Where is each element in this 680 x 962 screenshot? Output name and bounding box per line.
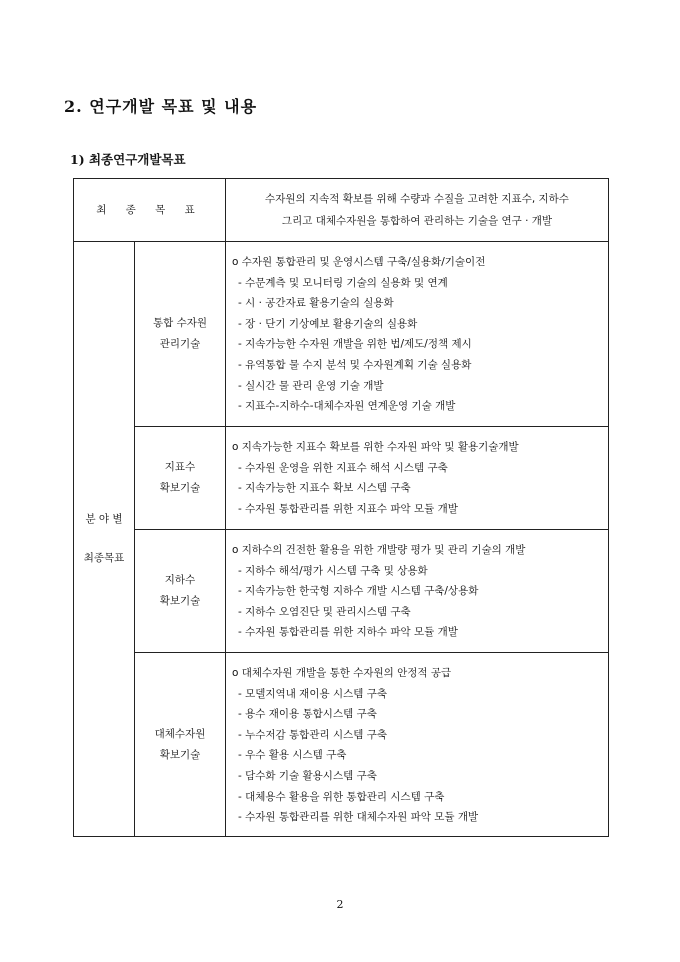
field-items-cell bbox=[226, 427, 609, 530]
field-sub-item: - 지속가능한 지표수 확보 시스템 구축 bbox=[238, 482, 411, 495]
field-name-cell bbox=[135, 530, 226, 653]
field-sub-item: - 모델지역내 재이용 시스템 구축 bbox=[238, 687, 387, 700]
field-row-surface-water bbox=[74, 427, 609, 530]
section-title: 2. 연구개발 목표 및 내용 bbox=[64, 97, 258, 116]
field-sub-item: - 유역통합 물 수지 분석 및 수자원계획 기술 실용화 bbox=[238, 358, 472, 371]
field-sub-item: - 지표수-지하수-대체수자원 연계운영 기술 개발 bbox=[238, 400, 456, 413]
subsection-title: 1) 최종연구개발목표 bbox=[70, 152, 186, 167]
final-goal-text-line2: 그리고 대체수자원을 통합하여 관리하는 기술을 연구 · 개발 bbox=[281, 215, 553, 227]
field-sub-item: - 용수 재이용 통합시스템 구축 bbox=[238, 708, 377, 721]
field-name-line2: 확보기술 bbox=[159, 482, 201, 494]
field-items-cell bbox=[226, 530, 609, 653]
field-sub-item: - 우수 활용 시스템 구축 bbox=[238, 749, 347, 762]
field-items-cell bbox=[226, 653, 609, 837]
final-goal-text-cell bbox=[226, 179, 609, 242]
research-goal-table bbox=[73, 178, 609, 837]
field-name-cell bbox=[135, 427, 226, 530]
field-row-alternative-water bbox=[74, 653, 609, 837]
field-goal-label-cell bbox=[74, 242, 135, 837]
field-items-cell bbox=[226, 242, 609, 427]
field-main-item: o 지속가능한 지표수 확보를 위한 수자원 파악 및 활용기술개발 bbox=[232, 441, 519, 453]
field-sub-item: - 장 · 단기 기상예보 활용기술의 실용화 bbox=[238, 317, 418, 330]
field-name-line2: 관리기술 bbox=[159, 338, 201, 350]
field-name-line1: 통합 수자원 bbox=[152, 317, 208, 329]
field-sub-item: - 수자원 통합관리를 위한 지하수 파악 모듈 개발 bbox=[238, 626, 458, 639]
field-sub-item: - 누수저감 통합관리 시스템 구축 bbox=[238, 728, 387, 741]
field-name-line1: 지표수 bbox=[164, 461, 196, 473]
final-goal-label-cell bbox=[74, 179, 226, 242]
field-name-cell bbox=[135, 242, 226, 427]
field-main-item: o 지하수의 건전한 활용을 위한 개발량 평가 및 관리 기술의 개발 bbox=[232, 544, 526, 556]
field-sub-item: - 지속가능한 수자원 개발을 위한 법/제도/정책 제시 bbox=[238, 338, 472, 351]
field-sub-item: - 수자원 운영을 위한 지표수 해석 시스템 구축 bbox=[238, 461, 448, 474]
field-name-cell bbox=[135, 653, 226, 837]
field-sub-item: - 수자원 통합관리를 위한 지표수 파악 모듈 개발 bbox=[238, 502, 458, 515]
field-sub-item: - 지하수 오염진단 및 관리시스템 구축 bbox=[238, 605, 411, 618]
field-sub-item: - 대체용수 활용을 위한 통합관리 시스템 구축 bbox=[238, 790, 445, 803]
field-goal-label-line2: 최종목표 bbox=[83, 552, 125, 564]
field-sub-item: - 수문계측 및 모니터링 기술의 실용화 및 연계 bbox=[238, 276, 448, 289]
field-main-item: o 수자원 통합관리 및 운영시스템 구축/실용화/기술이전 bbox=[232, 256, 486, 268]
field-name-line2: 확보기술 bbox=[159, 595, 201, 607]
field-goal-label-line1: 분 야 별 bbox=[85, 513, 123, 525]
field-sub-item: - 지하수 해석/평가 시스템 구축 및 상용화 bbox=[238, 564, 428, 577]
field-sub-item: - 담수화 기술 활용시스템 구축 bbox=[238, 769, 377, 782]
field-row-groundwater bbox=[74, 530, 609, 653]
field-sub-item: - 지속가능한 한국형 지하수 개발 시스템 구축/상용화 bbox=[238, 585, 479, 598]
field-row-integrated bbox=[74, 242, 609, 427]
field-name-line1: 지하수 bbox=[164, 574, 196, 586]
final-goal-text-line1: 수자원의 지속적 확보를 위해 수량과 수질을 고려한 지표수, 지하수 bbox=[265, 193, 569, 205]
page-number: 2 bbox=[336, 898, 344, 911]
field-sub-item: - 시 · 공간자료 활용기술의 실용화 bbox=[238, 297, 394, 310]
field-name-line2: 확보기술 bbox=[159, 748, 201, 761]
field-name-line1: 대체수자원 bbox=[154, 727, 206, 740]
field-main-item: o 대체수자원 개발을 통한 수자원의 안정적 공급 bbox=[232, 667, 452, 679]
final-goal-row bbox=[74, 179, 609, 242]
field-sub-item: - 수자원 통합관리를 위한 대체수자원 파악 모듈 개발 bbox=[238, 811, 479, 824]
final-goal-label: 최 종 목 표 bbox=[96, 203, 203, 216]
field-sub-item: - 실시간 물 관리 운영 기술 개발 bbox=[238, 379, 384, 392]
